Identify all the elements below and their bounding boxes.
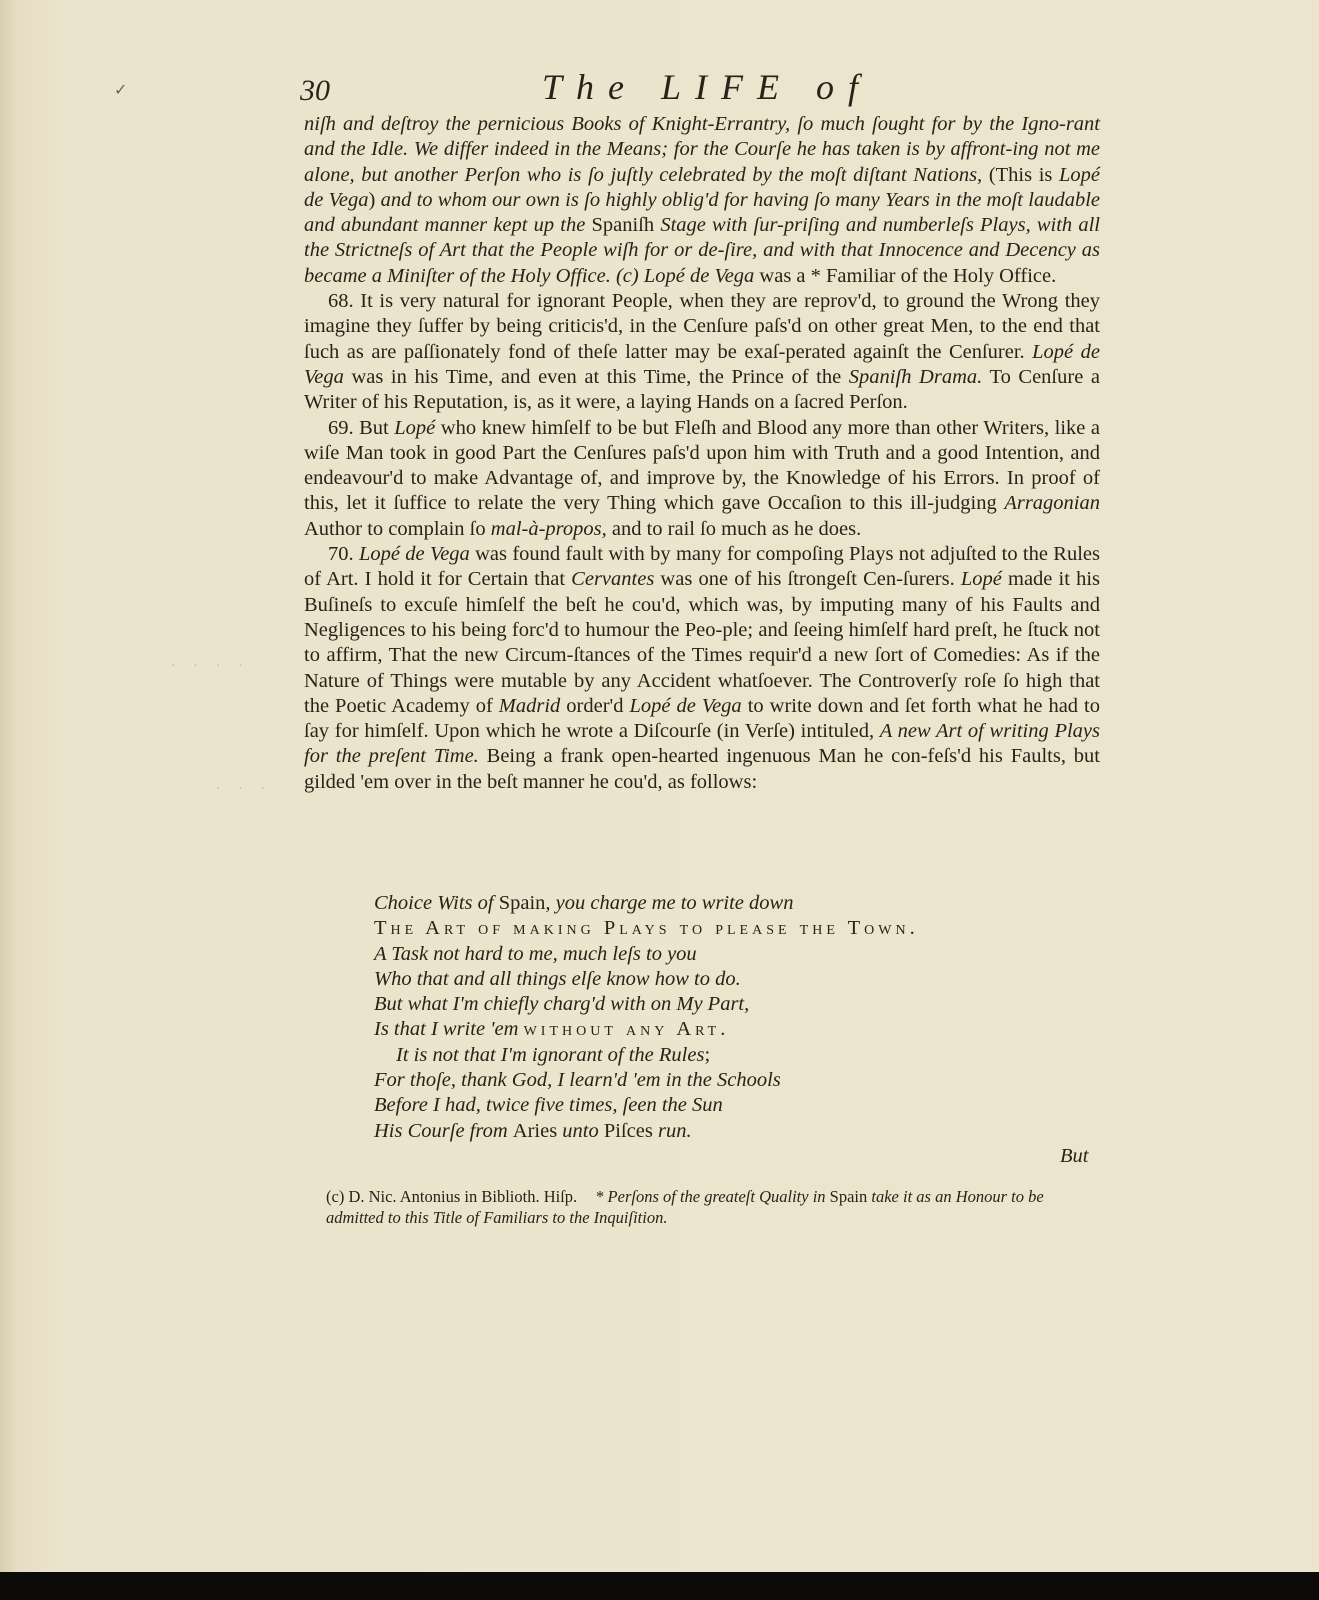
text-run: Lopé de Vega xyxy=(358,543,470,566)
bleed-through-smudge-2: · · · xyxy=(215,778,272,798)
paragraph-continued xyxy=(304,112,1100,289)
footnote-run: * Perſons of the greateſt Quality in xyxy=(595,1187,830,1206)
verse-run: Aries xyxy=(512,1119,558,1142)
text-run: was a * Familiar of the Holy Office. xyxy=(754,264,1057,287)
paragraph-70 xyxy=(304,542,1100,795)
bleed-through-smudge: · · · · xyxy=(170,655,250,675)
paragraph-69 xyxy=(304,416,1100,542)
body-text xyxy=(304,112,1100,795)
page-header xyxy=(300,66,1100,112)
verse-line xyxy=(374,891,1074,916)
text-run: Spaniſh Drama. xyxy=(848,365,983,388)
text-run: 68. It is very natural for ignorant People, when they are reprov'd, to ground the Wrong they imagine they ſuffer by being criticis'd, in the Cenſure paſs'd on other great Men, to the end that ſuch as are paſſionately fond of theſe latter may be exaſ-perated againſt the Cenſurer. xyxy=(304,290,1100,363)
text-run: Spaniſh xyxy=(591,214,661,237)
text-run: Madrid xyxy=(498,694,561,717)
text-run: 70. xyxy=(328,543,359,566)
footnote-run: take it as an Honour to be admitted to this Title of Familiars to the Inquiſition. xyxy=(326,1187,1044,1227)
text-run: Being a frank open-hearted ingenuous Man he con-feſs'd his Faults, but gilded 'em over in the beſt manner he cou'd, as follows: xyxy=(304,745,1100,793)
text-run: A new Art of writing Plays for the preſent Time. xyxy=(304,720,1100,768)
footnotes xyxy=(326,1186,1100,1228)
verse-run: , you charge me to write down xyxy=(545,892,794,914)
footnote-run: (c) D. Nic. Antonius in Biblioth. Hiſp. xyxy=(326,1187,578,1206)
verse-run: without any Art. xyxy=(523,1018,730,1041)
text-run: to write down and ſet forth what he had to ſay for himſelf. Upon which he wrote a Diſcourſe (in Verſe) intituled, xyxy=(304,694,1100,743)
text-run: order'd xyxy=(560,694,630,717)
text-run: ) xyxy=(368,188,381,211)
verse-run: ; xyxy=(704,1043,711,1066)
verse-line xyxy=(374,1068,1074,1093)
verse-line xyxy=(374,1093,1074,1118)
text-run: To Cenſure a Writer of his Reputation, is, as it were, a laying Hands on a ſacred Perſon. xyxy=(304,365,1100,414)
margin-mark: ✓ xyxy=(114,82,128,99)
text-run: Lopé xyxy=(394,416,436,439)
verse-line xyxy=(374,942,1074,967)
verse-line xyxy=(374,916,1074,941)
text-run: Lopé de Vega xyxy=(629,694,742,717)
text-run: niſh and deſtroy the pernicious Books of Knight-Errantry, ſo much ſought for by the Igno-rant and the Idle. We differ indeed in the Means; for the Courſe he has taken is by affront-ing not me alone, but another Perſon who is ſo juſtly celebrated by the moſt diſtant Nations, xyxy=(304,113,1100,186)
page-number: 30 xyxy=(300,74,330,107)
verse-run: run. xyxy=(652,1119,692,1142)
verse-run: A Task not hard to me, much leſs to you xyxy=(374,942,697,965)
text-run: Author to complain ſo xyxy=(304,517,491,540)
verse-run: The Art of making Plays to please the Town. xyxy=(374,917,919,940)
verse-line xyxy=(374,992,1074,1017)
text-run: who knew himſelf to be but Fleſh and Blood any more than other Writers, like a wiſe Man took in good Part the Cenſures paſs'd upon him with Truth and a good Intention, and endeavour'd to make Advantage of, and improve by, the Knowledge of his Errors. In proof of this, let it ſuffice to relate the very Thing which gave Occaſion to this ill-judging xyxy=(304,416,1100,515)
scan-bottom-edge xyxy=(0,1572,1319,1600)
text-run: was one of his ſtrongeſt Cen-ſurers. xyxy=(654,568,961,591)
paragraph-68 xyxy=(304,289,1100,415)
verse-run: For thoſe, thank God, I learn'd 'em in the Schools xyxy=(374,1069,781,1092)
verse-run: Choice Wits of xyxy=(374,892,499,914)
verse-run: Before I had, twice five times, ſeen the Sun xyxy=(374,1094,723,1117)
text-run: Lopé de Vega xyxy=(304,340,1100,388)
text-run: was found fault with by many for compoſing Plays not adjuſted to the Rules of Art. I hold it for Certain that xyxy=(304,543,1100,591)
footnote-run: Spain xyxy=(829,1187,868,1206)
text-run: and to rail ſo much as he does. xyxy=(606,517,862,540)
text-run: Cervantes xyxy=(571,568,655,591)
verse-run: It is not that I'm ignorant of the Rules xyxy=(396,1043,705,1066)
text-run: was in his Time, and even at this Time, the Prince of the xyxy=(343,365,849,388)
running-title: The LIFE of xyxy=(542,67,872,107)
verse-quotation xyxy=(374,891,1074,1144)
text-run: (This is xyxy=(988,163,1059,186)
text-run: Lopé xyxy=(960,568,1002,591)
text-run: made it his Buſineſs to excuſe himſelf the beſt he cou'd, which was, by imputing many of his Faults and Negligences to his being forc'd to humour the Peo-ple; and ſeeing himſelf hard preſt, he ſtuck not to affirm, That the new Circum-ſtances of the Times requir'd a new ſort of Comedies: As if the Nature of Things were mutable by any Accident whatſoever. The Controverſy roſe ſo high that the Poetic Academy of xyxy=(304,568,1101,717)
verse-run: Who that and all things elſe know how to do. xyxy=(374,967,741,990)
verse-run: But what I'm chiefly charg'd with on My Part, xyxy=(374,993,750,1016)
verse-line xyxy=(374,1043,1074,1068)
verse-line xyxy=(374,967,1074,992)
text-run: Stage with ſur-priſing and numberleſs Plays, with all the Strictneſs of Art that the People wiſh for or de-ſire, and with that Innocence and Decency as became a Miniſter of the Holy Office. (c) Lopé de Vega xyxy=(304,214,1100,287)
verse-line xyxy=(374,1017,1074,1042)
text-run: Lopé de Vega xyxy=(304,163,1100,211)
verse-run: Is that I write 'em xyxy=(374,1018,524,1041)
verse-run: Spain xyxy=(498,892,546,914)
verse-run: unto xyxy=(557,1119,604,1142)
verse-run: Piſces xyxy=(603,1119,653,1142)
verse-line xyxy=(374,1119,1074,1144)
catchword: But xyxy=(1060,1145,1089,1167)
text-run: mal-à-propos, xyxy=(490,517,607,540)
text-run: Arragonian xyxy=(1004,492,1100,515)
text-run: and to whom our own is ſo highly oblig'd for having ſo many Years in the moſt laudable and abundant manner kept up the xyxy=(304,188,1101,237)
verse-run: His Courſe from xyxy=(374,1119,513,1142)
text-run: 69. But xyxy=(328,416,395,439)
